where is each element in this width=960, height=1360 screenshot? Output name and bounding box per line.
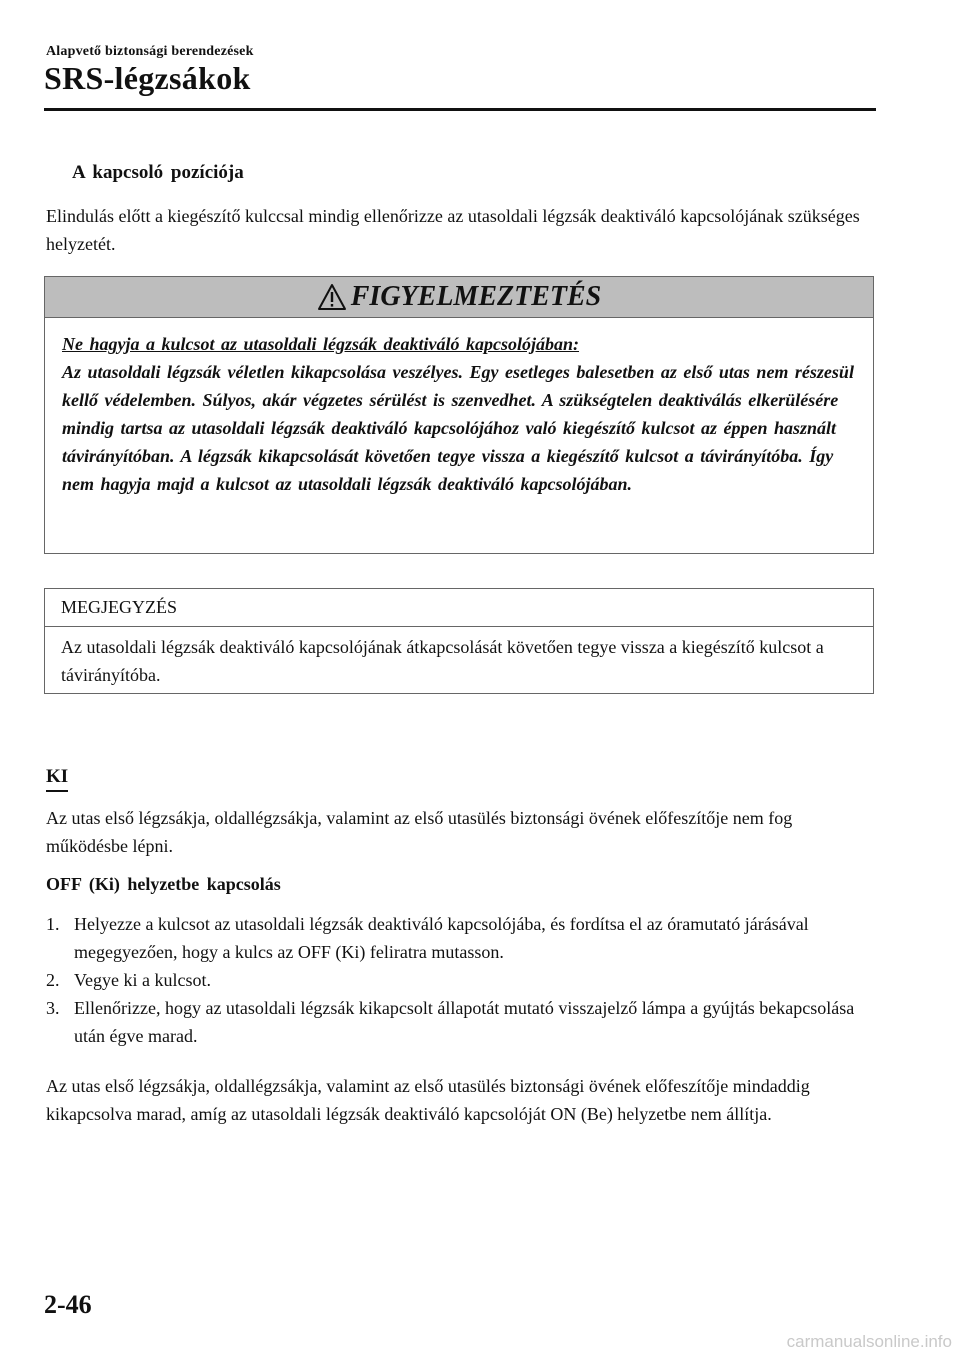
note-text: Az utasoldali légzsák deaktiváló kapcsolójának átkapcsolását követően tegye vissza a kiegészítő kulcsot a távirányítóba. [61,637,824,685]
step-number: 2. [46,970,60,990]
final-paragraph: Az utas első légzsákja, oldallégzsákja, valamint az első utasülés biztonsági övének előfeszítője mindaddig kikapcsolva marad, amíg az utasoldali légzsák deaktiváló kapcsolóját ON (Be) helyzetbe nem állítja. [46,1076,810,1124]
step-text: Ellenőrizze, hogy az utasoldali légzsák kikapcsolt állapotát mutató visszajelző lámpa a gyújtás bekapcsolása után égve marad. [74,998,855,1046]
warning-box [44,276,874,554]
intro-paragraph: Elindulás előtt a kiegészítő kulccsal mindig ellenőrizze az utasoldali légzsák deaktiváló kapcsolójának szükséges helyzetét. [46,206,860,254]
step-text: Helyezze a kulcsot az utasoldali légzsák deaktiváló kapcsolójába, és fordítsa el az óramutató járásával megegyezően, hogy a kulcs az OFF (Ki) feliratra mutasson. [74,914,809,962]
warning-text: Az utasoldali légzsák véletlen kikapcsolása veszélyes. Egy esetleges balesetben az első utas nem részesül kellő védelemben. Súlyos, akár végzetes sérülést is szenvedhet. A szükségtelen deaktiválás elkerülésére mindig tartsa az utasoldali légzsák deaktiváló kapcsolójához való kiegészítő kulcsot az éppen használt távirányítóban. A légzsák kikapcsolását követően tegye vissza a kiegészítő kulcsot a távirányítóba. Így nem hagyja majd a kulcsot az utasoldali légzsák deaktiváló kapcsolójában. [62,362,854,494]
note-title: MEGJEGYZÉS [45,589,873,627]
title-divider [44,108,876,111]
warning-title: FIGYELMEZTETÉS [350,281,602,312]
page-number: 2-46 [44,1290,92,1319]
steps-list [46,910,876,1050]
list-item [46,966,876,994]
warning-lead: Ne hagyja a kulcsot az utasoldali légzsák deaktiváló kapcsolójában: [62,334,580,354]
step-number: 1. [46,914,60,934]
watermark: carmanualsonline.info [786,1332,952,1351]
page-title: SRS-légzsákok [44,60,251,96]
section-label: Alapvető biztonsági berendezések [46,44,254,59]
warning-triangle-icon [317,283,347,311]
ki-heading: KI [46,766,68,792]
off-heading: OFF (Ki) helyzetbe kapcsolás [46,874,281,894]
list-item [46,994,876,1050]
note-box [44,588,874,694]
step-number: 3. [46,998,60,1018]
warning-header [45,277,873,318]
step-text: Vegye ki a kulcsot. [74,970,211,990]
warning-body [45,318,873,498]
subheading-switch-position: A kapcsoló pozíciója [72,162,244,183]
list-item [46,910,876,966]
ki-paragraph: Az utas első légzsákja, oldallégzsákja, valamint az első utasülés biztonsági övének előfeszítője nem fog működésbe lépni. [46,808,793,856]
